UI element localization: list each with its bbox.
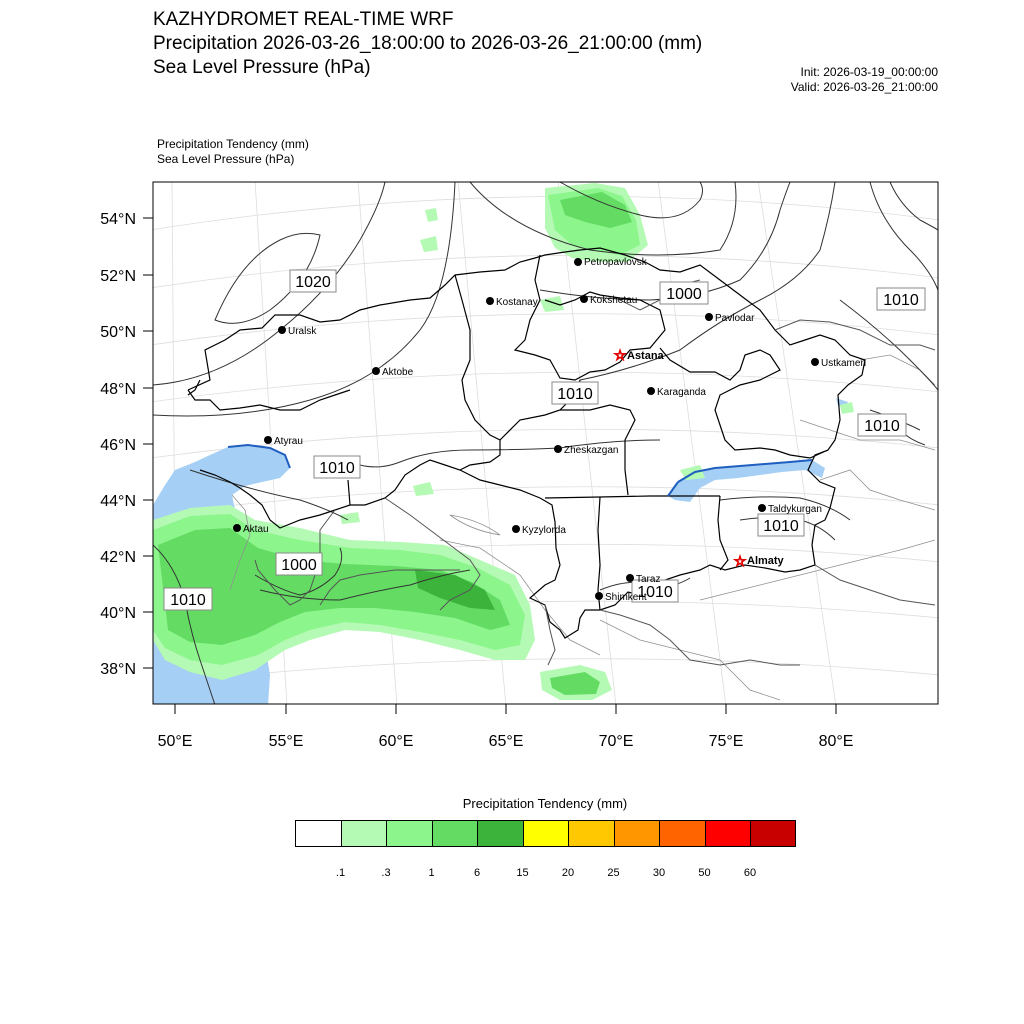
city-marker	[574, 257, 648, 268]
colorbar-label: 6	[473, 867, 481, 879]
svg-text:Almaty: Almaty	[747, 555, 784, 567]
lat-label: 50°N	[100, 324, 136, 341]
colorbar-swatch	[341, 820, 387, 846]
star-icon: ☆	[613, 348, 627, 364]
svg-text:Aktau: Aktau	[243, 524, 269, 535]
colorbar-label: 30	[652, 867, 666, 879]
colorbar-swatch	[614, 820, 660, 846]
svg-text:1010: 1010	[170, 592, 206, 609]
colorbar-swatch	[523, 820, 569, 846]
isobar-label	[552, 382, 598, 404]
isobar-label	[877, 288, 925, 310]
field-label-slp: Sea Level Pressure (hPa)	[157, 152, 295, 166]
colorbar-label: 20	[561, 867, 575, 879]
svg-text:1020: 1020	[295, 274, 331, 291]
colorbar-swatch	[432, 820, 478, 846]
svg-text:Pavlodar: Pavlodar	[715, 313, 755, 324]
isobar-label	[858, 414, 906, 436]
svg-text:Kyzylorda: Kyzylorda	[522, 525, 566, 536]
colorbar-swatch	[568, 820, 614, 846]
svg-text:Taldykurgan: Taldykurgan	[768, 504, 822, 515]
lat-label: 44°N	[100, 493, 136, 510]
city-marker	[554, 445, 618, 456]
colorbar-label: 60	[743, 867, 757, 879]
svg-text:1010: 1010	[864, 418, 900, 435]
svg-text:1010: 1010	[883, 292, 919, 309]
colorbar-label: 25	[607, 867, 620, 879]
lat-label: 52°N	[100, 268, 136, 285]
isobar-label	[314, 456, 360, 478]
colorbar-label: 1	[428, 867, 435, 879]
lat-label: 46°N	[100, 437, 136, 454]
field-label-precip: Precipitation Tendency (mm)	[157, 137, 309, 151]
title-line-2: Precipitation 2026-03-26_18:00:00 to 2026-03-26_21:00:00 (mm)	[153, 33, 703, 54]
svg-text:1000: 1000	[281, 557, 317, 574]
lon-label: 75°E	[708, 733, 744, 750]
isobar-label	[276, 553, 322, 575]
svg-text:Petropavlovsk: Petropavlovsk	[584, 257, 647, 268]
svg-text:Uralsk: Uralsk	[288, 326, 317, 337]
init-time: Init: 2026-03-19_00:00:00	[800, 65, 938, 79]
lat-label: 38°N	[100, 661, 136, 678]
colorbar-swatch	[750, 820, 796, 846]
lat-label: 40°N	[100, 605, 136, 622]
capital-marker	[614, 348, 665, 364]
lon-labels	[158, 733, 854, 750]
isobar-label	[660, 282, 708, 304]
colorbar-swatch	[477, 820, 523, 846]
colorbar-swatch	[295, 820, 341, 846]
lat-labels	[100, 211, 136, 678]
isobar-label	[758, 514, 804, 536]
svg-text:Kostanay: Kostanay	[496, 297, 538, 308]
isobar-label	[290, 270, 336, 292]
svg-text:Atyrau: Atyrau	[274, 436, 303, 447]
lon-label: 55°E	[268, 733, 304, 750]
colorbar-swatch	[705, 820, 751, 846]
colorbar-label: .3	[381, 867, 391, 879]
svg-text:1010: 1010	[557, 386, 593, 403]
colorbar-label: 15	[516, 867, 529, 879]
svg-text:Kokshetau: Kokshetau	[590, 295, 638, 306]
svg-text:1010: 1010	[637, 584, 673, 601]
colorbar-label: .1	[335, 867, 346, 879]
lon-label: 50°E	[157, 733, 193, 750]
svg-text:Shimkent: Shimkent	[605, 592, 647, 603]
title-line-3: Sea Level Pressure (hPa)	[153, 57, 371, 78]
svg-text:Zheskazgan: Zheskazgan	[564, 445, 619, 456]
colorbar-swatch	[659, 820, 705, 846]
colorbar-label: 50	[698, 867, 711, 879]
svg-text:Aktobe: Aktobe	[382, 367, 414, 378]
svg-text:1000: 1000	[666, 286, 702, 303]
svg-text:Astana: Astana	[627, 350, 664, 362]
isobar-label	[164, 588, 212, 610]
lon-label: 80°E	[818, 733, 854, 750]
svg-text:Karaganda: Karaganda	[657, 387, 706, 398]
svg-text:1010: 1010	[763, 518, 799, 535]
lon-label: 65°E	[488, 733, 524, 750]
title-line-1: KAZHYDROMET REAL-TIME WRF	[153, 9, 454, 30]
svg-text:Taraz: Taraz	[636, 574, 661, 585]
lon-label: 60°E	[378, 733, 414, 750]
city-marker	[758, 504, 822, 515]
colorbar-title: Precipitation Tendency (mm)	[462, 796, 628, 811]
lat-label: 42°N	[100, 549, 136, 566]
star-icon: ☆	[733, 554, 747, 570]
valid-time: Valid: 2026-03-26_21:00:00	[790, 80, 938, 94]
lon-label: 70°E	[598, 733, 634, 750]
svg-text:Ustkamen: Ustkamen	[821, 358, 867, 369]
lat-label: 54°N	[100, 211, 136, 228]
svg-text:1010: 1010	[319, 460, 355, 477]
lat-label: 48°N	[100, 381, 136, 398]
colorbar-swatch	[386, 820, 432, 846]
